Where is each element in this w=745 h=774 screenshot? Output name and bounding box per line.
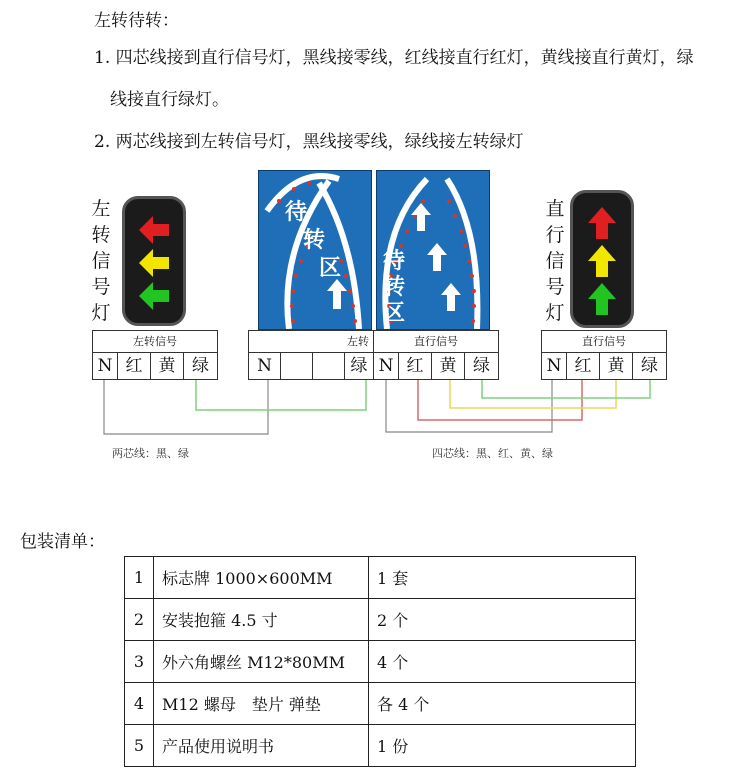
- terminal-left-turn-light: 左转信号 N 红 黄 绿: [92, 330, 218, 380]
- section-heading: 左转待转：: [94, 11, 179, 31]
- wire-four-core-red: [418, 380, 582, 420]
- instruction-1-line-2: 线接直行绿灯。: [110, 90, 229, 110]
- table-row: 4 M12 螺母 垫片 弹垫 各 4 个: [125, 683, 636, 725]
- wire-two-core-black: [104, 380, 268, 434]
- sign-right-text: 待 转 区: [383, 249, 406, 326]
- table-row: 3 外六角螺丝 M12*80MM 4 个: [125, 641, 636, 683]
- terminal-straight-light: 直行信号 N 红 黄 绿: [541, 330, 667, 380]
- sign-left-text: 待 转 区: [285, 200, 342, 281]
- packing-list-title: 包装清单：: [20, 532, 105, 552]
- wire-four-core-black: [386, 380, 552, 432]
- two-core-caption: 两芯线：黑、绿: [112, 447, 189, 460]
- terminal-sign-left-turn: 左转 N 绿: [248, 330, 374, 380]
- four-core-caption: 四芯线：黑、红、黄、绿: [432, 447, 553, 460]
- wire-four-core-green: [482, 380, 650, 398]
- left-light-caption: 左 转 信 号 灯: [91, 198, 111, 324]
- table-row: 5 产品使用说明书 1 份: [125, 725, 636, 767]
- right-light-caption: 直 行 信 号 灯: [545, 198, 565, 324]
- table-row: 1 标志牌 1000×600MM 1 套: [125, 557, 636, 599]
- instruction-1-line-1: 1. 四芯线接到直行信号灯，黑线接零线，红线接直行红灯，黄线接直行黄灯，绿: [94, 48, 694, 68]
- wire-four-core-yellow: [450, 380, 616, 408]
- terminal-sign-straight: 直行信号 N 红 黄 绿: [373, 330, 499, 380]
- wire-two-core-green: [196, 380, 366, 410]
- instruction-2: 2. 两芯线接到左转信号灯，黑线接零线，绿线接左转绿灯: [94, 132, 524, 152]
- table-row: 2 安装抱箍 4.5 寸 2 个: [125, 599, 636, 641]
- packing-list-table: [124, 556, 636, 767]
